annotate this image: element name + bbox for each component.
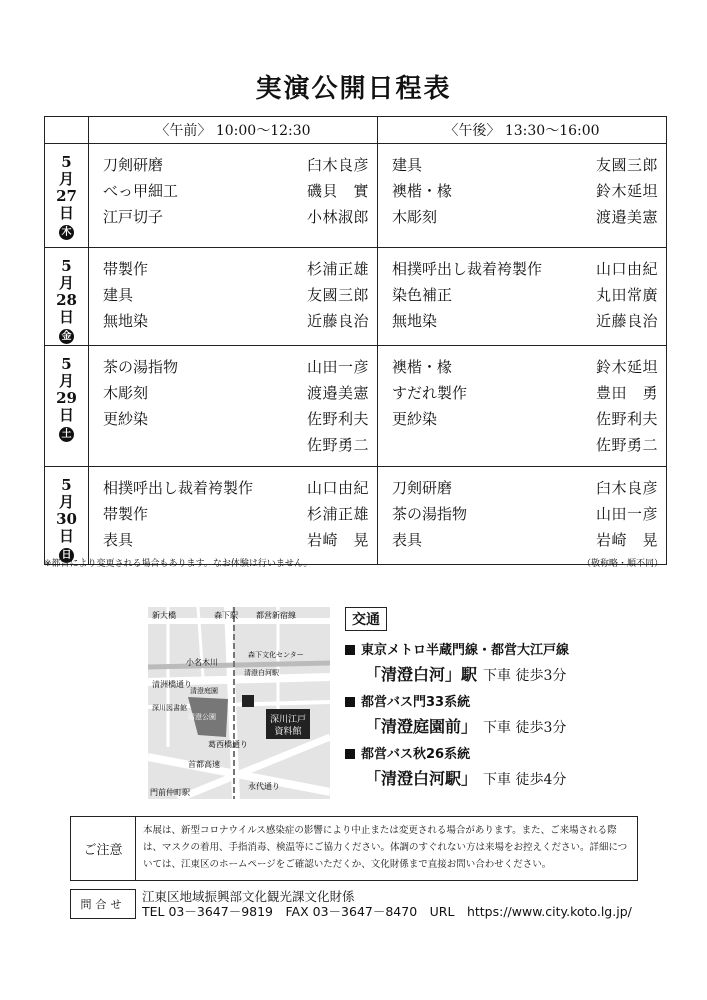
- am-cell: [89, 467, 378, 565]
- pm-cell: [378, 346, 667, 467]
- notice-text: 本展は、新型コロナウイルス感染症の影響により中止または変更される場合があります。また、ご来場される際は、マスクの着用、手指消毒、検温等にご協力ください。体調のすぐれない方は来場をお控えください。詳細については、江東区のホームページをご確認いただくか、文化財係まで直接お問い合わせください。: [143, 825, 628, 870]
- artisan-name: 臼木良彦: [595, 479, 658, 497]
- header-pm: 〈午後〉 13:30～16:00: [378, 117, 667, 144]
- honorific-note: （敬称略・順不同）: [581, 559, 663, 569]
- contact-line: TEL 03－3647－9819 FAX 03－3647－8470 URL https://www.city.koto.lg.jp/: [142, 904, 632, 919]
- craft-name: 襖楷・椽: [392, 182, 453, 200]
- date-day-label: 日: [58, 308, 74, 326]
- craft-name: 木彫刻: [103, 384, 149, 402]
- date-day: 29: [56, 389, 77, 407]
- entry-row: [392, 432, 658, 458]
- date-cell: [45, 248, 89, 346]
- artisan-name: 小林淑郎: [306, 208, 369, 226]
- schedule-note: ※都合により変更される場合もあります。なお体験は行いません。: [44, 559, 313, 569]
- artisan-name: 友國三郎: [595, 156, 658, 174]
- artisan-name: 近藤良治: [595, 312, 658, 330]
- artisan-name: 佐野利夫: [595, 410, 658, 428]
- map-label-shin-ohashi: 新大橋: [152, 611, 176, 620]
- craft-name: 表具: [392, 531, 423, 549]
- route-line: [345, 691, 665, 710]
- entry-row: [103, 432, 369, 458]
- artisan-name: 鈴木延坦: [595, 358, 658, 376]
- notice-box: [70, 816, 638, 881]
- craft-name: 茶の湯指物: [103, 358, 179, 376]
- map-label-eitai: 永代通り: [248, 782, 280, 791]
- stop-name: 「清澄白河駅」: [365, 769, 478, 788]
- map-label-library: 深川図書館: [152, 704, 187, 712]
- schedule-header-row: [45, 117, 667, 144]
- route-line-name: 都営バス門33系統: [361, 695, 471, 710]
- walk-time: 下車 徒歩4分: [483, 772, 567, 788]
- craft-name: 建具: [392, 156, 423, 174]
- square-bullet-icon: [345, 697, 355, 707]
- route-line: [345, 743, 665, 762]
- route-list: [345, 639, 665, 789]
- entry-row: [392, 308, 658, 334]
- entry-row: [103, 501, 369, 527]
- date-month-label: 月: [58, 493, 74, 511]
- date-month-label: 月: [58, 372, 74, 390]
- entry-row: [103, 354, 369, 380]
- date-cell: [45, 346, 89, 467]
- craft-name: 相撲呼出し裁着袴製作: [392, 260, 543, 278]
- entry-row: [103, 380, 369, 406]
- contact-org: 江東区地域振興部文化観光課文化財係: [142, 889, 355, 904]
- map-label-museum-1: 深川江戸: [269, 715, 307, 725]
- entry-row: [392, 204, 658, 230]
- craft-name: 相撲呼出し裁着袴製作: [103, 479, 254, 497]
- artisan-name: 友國三郎: [306, 286, 369, 304]
- craft-name: 染色補正: [392, 286, 453, 304]
- artisan-name: 佐野利夫: [306, 410, 369, 428]
- craft-name: 帯製作: [103, 260, 149, 278]
- craft-name: 更紗染: [103, 410, 149, 428]
- craft-name: 江戸切子: [103, 208, 164, 226]
- map-label-center: 森下文化センター: [248, 651, 304, 659]
- craft-name: 茶の湯指物: [392, 505, 468, 523]
- access-map: [148, 607, 330, 799]
- entry-row: [392, 475, 658, 501]
- date-day-label: 日: [58, 406, 74, 424]
- route-line-name: 東京メトロ半蔵門線・都営大江戸線: [361, 643, 570, 658]
- map-label-monzen: 門前仲町駅: [150, 788, 190, 797]
- date-day: 28: [56, 291, 77, 309]
- schedule-body: [45, 144, 667, 565]
- weekday-badge: 土: [59, 427, 74, 442]
- map-label-onagi: 小名木川: [186, 658, 218, 667]
- route-line-name: 都営バス秋26系統: [361, 747, 471, 762]
- artisan-name: 丸田常廣: [595, 286, 658, 304]
- access-info: [345, 607, 665, 795]
- entry-row: [392, 501, 658, 527]
- pm-cell: [378, 248, 667, 346]
- entry-row: [103, 475, 369, 501]
- weekday-badge: 日: [59, 548, 74, 563]
- schedule-table: [44, 116, 667, 565]
- date-cell: [45, 467, 89, 565]
- map-label-shinjuku-line: 都営新宿線: [256, 611, 296, 620]
- craft-name: すだれ製作: [392, 384, 468, 402]
- entry-row: [392, 354, 658, 380]
- artisan-name: 佐野勇二: [595, 436, 658, 454]
- entry-row: [103, 204, 369, 230]
- map-graphic: [148, 607, 330, 799]
- entry-row: [103, 256, 369, 282]
- date-month: 5: [61, 476, 72, 494]
- entry-row: [392, 256, 658, 282]
- am-cell: [89, 248, 378, 346]
- artisan-name: 杉浦正雄: [306, 505, 369, 523]
- day-row: [45, 144, 667, 248]
- entry-row: [103, 152, 369, 178]
- craft-name: べっ甲細工: [103, 182, 179, 200]
- craft-name: 表具: [103, 531, 134, 549]
- artisan-name: 山口由紀: [595, 260, 658, 278]
- weekday-badge: 金: [59, 329, 74, 344]
- route-item: [345, 691, 665, 737]
- craft-name: 無地染: [103, 312, 149, 330]
- notice-label: ご注意: [71, 817, 136, 880]
- artisan-name: 岩崎 晃: [595, 531, 658, 549]
- entry-row: [392, 282, 658, 308]
- pm-cell: [378, 144, 667, 248]
- entry-row: [392, 527, 658, 553]
- entry-row: [103, 308, 369, 334]
- craft-name: 帯製作: [103, 505, 149, 523]
- stop-name: 「清澄白河」駅: [365, 665, 478, 684]
- walk-time: 下車 徒歩3分: [483, 720, 567, 736]
- square-bullet-icon: [345, 749, 355, 759]
- artisan-name: 佐野勇二: [306, 436, 369, 454]
- craft-name: 襖楷・椽: [392, 358, 453, 376]
- date-day: 27: [56, 187, 77, 205]
- map-label-expressway: 首都高速: [188, 760, 220, 769]
- am-cell: [89, 346, 378, 467]
- date-month: 5: [61, 355, 72, 373]
- craft-name: 無地染: [392, 312, 438, 330]
- day-row: [45, 346, 667, 467]
- craft-name: 木彫刻: [392, 208, 438, 226]
- artisan-name: 山田一彦: [306, 358, 369, 376]
- date-month-label: 月: [58, 274, 74, 292]
- square-bullet-icon: [345, 645, 355, 655]
- date-cell: [45, 144, 89, 248]
- route-stop: [345, 766, 665, 789]
- entry-row: [103, 282, 369, 308]
- artisan-name: 渡邉美憲: [595, 208, 658, 226]
- contact-info: [142, 889, 632, 919]
- walk-time: 下車 徒歩3分: [483, 668, 567, 684]
- entry-row: [103, 178, 369, 204]
- artisan-name: 山口由紀: [306, 479, 369, 497]
- day-row: [45, 467, 667, 565]
- entry-row: [392, 406, 658, 432]
- access-title: 交通: [345, 607, 387, 631]
- day-row: [45, 248, 667, 346]
- entry-row: [392, 152, 658, 178]
- entry-row: [392, 178, 658, 204]
- artisan-name: 磯貝 實: [306, 182, 369, 200]
- map-label-kasai: 葛西橋通り: [208, 740, 248, 749]
- map-label-park: 清澄公園: [188, 713, 216, 721]
- route-stop: [345, 662, 665, 685]
- route-item: [345, 639, 665, 685]
- artisan-name: 豊田 勇: [595, 384, 658, 402]
- artisan-name: 山田一彦: [595, 505, 658, 523]
- date-day: 30: [56, 510, 77, 528]
- artisan-name: 臼木良彦: [306, 156, 369, 174]
- craft-name: 刀剣研磨: [392, 479, 453, 497]
- entry-row: [103, 406, 369, 432]
- craft-name: 建具: [103, 286, 134, 304]
- date-month: 5: [61, 257, 72, 275]
- entry-row: [392, 380, 658, 406]
- map-label-museum-2: 資料館: [274, 727, 302, 737]
- header-am: 〈午前〉 10:00～12:30: [89, 117, 378, 144]
- route-line: [345, 639, 665, 658]
- map-label-garden: 清澄庭園: [190, 687, 218, 695]
- date-month-label: 月: [58, 170, 74, 188]
- stop-name: 「清澄庭園前」: [365, 717, 478, 736]
- map-label-kiyosu: 清洲橋通り: [152, 680, 192, 689]
- weekday-badge: 木: [59, 225, 74, 240]
- map-label-station: 清澄白河駅: [244, 669, 279, 677]
- map-label-morishita: 森下駅: [214, 611, 238, 620]
- artisan-name: 岩崎 晃: [306, 531, 369, 549]
- am-cell: [89, 144, 378, 248]
- page-title: 実演公開日程表: [255, 74, 452, 104]
- route-stop: [345, 714, 665, 737]
- date-day-label: 日: [58, 527, 74, 545]
- pm-cell: [378, 467, 667, 565]
- artisan-name: 渡邉美憲: [306, 384, 369, 402]
- header-blank: [45, 117, 89, 144]
- entry-row: [103, 527, 369, 553]
- contact-label: 問合せ: [70, 889, 136, 919]
- artisan-name: 近藤良治: [306, 312, 369, 330]
- craft-name: 刀剣研磨: [103, 156, 164, 174]
- date-day-label: 日: [58, 204, 74, 222]
- artisan-name: 杉浦正雄: [306, 260, 369, 278]
- route-item: [345, 743, 665, 789]
- date-month: 5: [61, 153, 72, 171]
- artisan-name: 鈴木延坦: [595, 182, 658, 200]
- craft-name: 更紗染: [392, 410, 438, 428]
